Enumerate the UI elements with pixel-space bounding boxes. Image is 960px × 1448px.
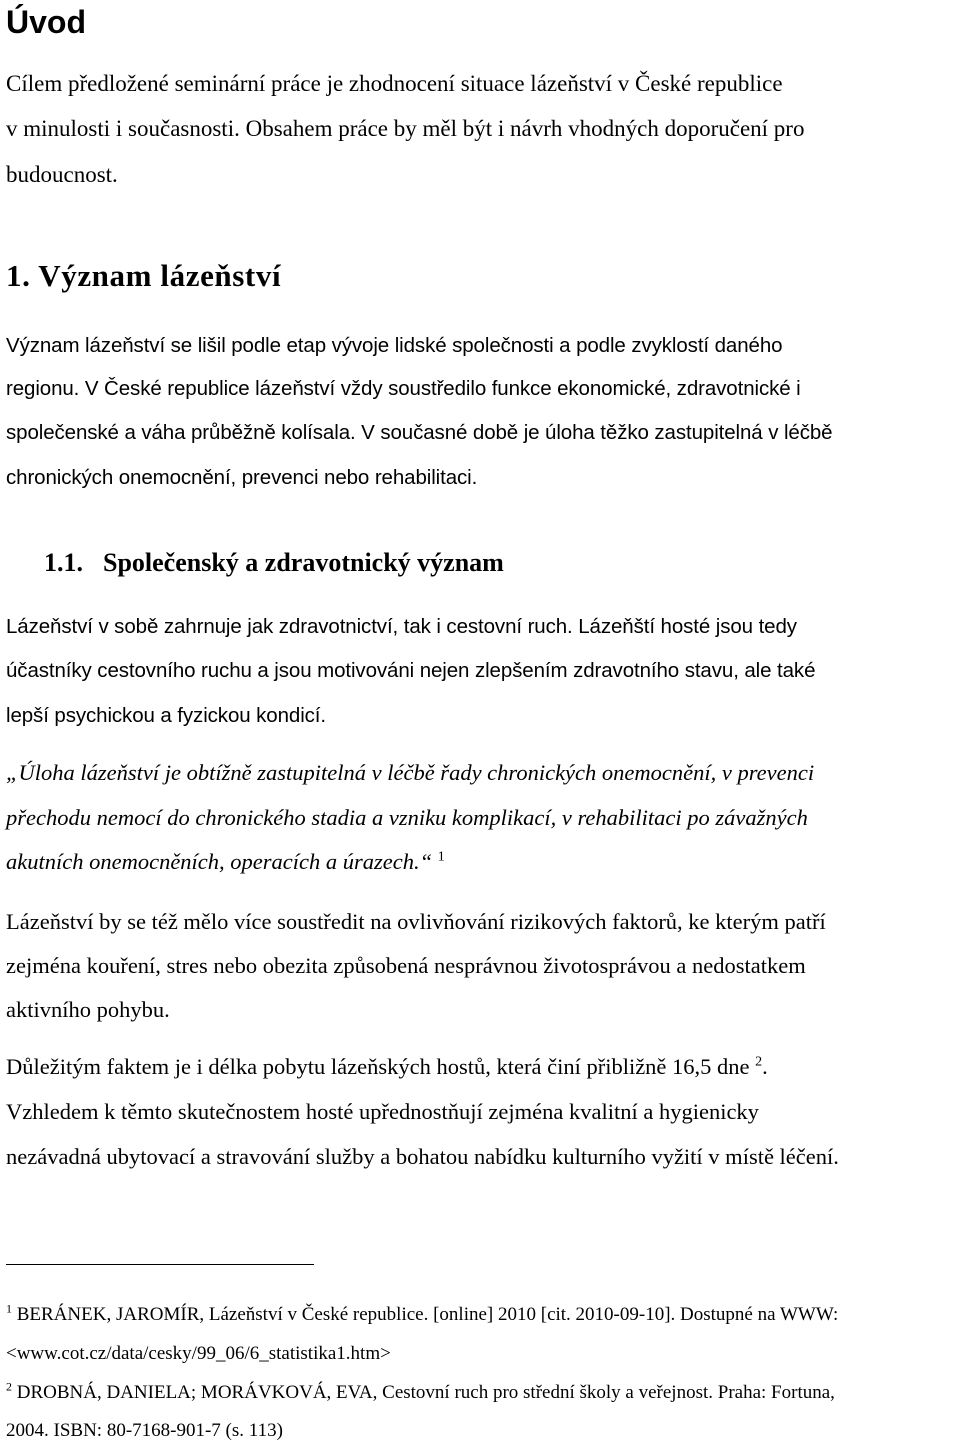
quote-text: akutních onemocněních, operacích a úrazech.“	[6, 849, 433, 874]
footnote-ref-2[interactable]: 2	[755, 1054, 763, 1070]
para2-line: zejména kouření, stres nebo obezita způsobená nesprávnou životosprávou a nedostatkem	[6, 953, 806, 978]
footnote-text: DROBNÁ, DANIELA; MORÁVKOVÁ, EVA, Cestovní ruch pro střední školy a veřejnost. Praha: Fortuna,	[16, 1382, 835, 1403]
para3-line: nezávadná ubytovací a stravování služby a bohatou nabídku kulturního vyžití v místě léčení.	[6, 1144, 839, 1169]
para2-line: aktivního pohybu.	[6, 997, 170, 1022]
heading-uvod: Úvod	[6, 4, 86, 40]
footnote-1	[6, 1301, 839, 1326]
quote-line: „Úloha lázeňství je obtížně zastupitelná v léčbě řady chronických onemocnění, v prevenci	[6, 760, 815, 785]
heading-section-1-1	[44, 548, 504, 578]
section-number: 1.1.	[44, 548, 83, 577]
quote-line	[6, 849, 445, 875]
footnote-mark: 2	[6, 1379, 12, 1394]
section-title: Společenský a zdravotnický význam	[103, 548, 504, 577]
para3-line	[6, 1054, 768, 1080]
intro-line: budoucnost.	[6, 162, 118, 187]
footnote-text: BERÁNEK, JAROMÍR, Lázeňství v České republice. [online] 2010 [cit. 2010-09-10]. Dostupné na WWW:	[16, 1304, 839, 1325]
intro-line: v minulosti i současnosti. Obsahem práce by měl být i návrh vhodných doporučení pro	[6, 116, 805, 141]
footnote-mark: 1	[6, 1301, 12, 1316]
para1-line: účastníky cestovního ruchu a jsou motivováni nejen zlepšením zdravotního stavu, ale také	[6, 659, 816, 682]
footnote-2	[6, 1379, 835, 1404]
para3-period: .	[762, 1054, 768, 1079]
section1-line: chronických onemocnění, prevenci nebo rehabilitaci.	[6, 466, 478, 489]
section1-line: společenské a váha průběžně kolísala. V současné době je úloha těžko zastupitelná v léčbě	[6, 421, 833, 444]
quote-line: přechodu nemocí do chronického stadia a vzniku komplikací, v rehabilitaci po závažných	[6, 805, 808, 830]
footnote-ref-1[interactable]: 1	[437, 849, 445, 865]
para2-line: Lázeňství by se též mělo více soustředit na ovlivňování rizikových faktorů, ke kterým patří	[6, 909, 826, 934]
para3-line: Vzhledem k těmto skutečnostem hosté upřednostňují zejména kvalitní a hygienicky	[6, 1099, 759, 1124]
heading-section-1: 1. Význam lázeňství	[6, 258, 282, 293]
section1-line: Význam lázeňství se lišil podle etap vývoje lidské společnosti a podle zvyklostí daného	[6, 334, 783, 357]
intro-line: Cílem předložené seminární práce je zhodnocení situace lázeňství v České republice	[6, 71, 783, 96]
footnote-2-line2: 2004. ISBN: 80-7168-901-7 (s. 113)	[6, 1420, 283, 1441]
footnote-1-url[interactable]: <www.cot.cz/data/cesky/99_06/6_statistika1.htm>	[6, 1343, 391, 1364]
para1-line: Lázeňství v sobě zahrnuje jak zdravotnictví, tak i cestovní ruch. Lázeňští hosté jsou tedy	[6, 615, 797, 638]
footnote-separator	[6, 1264, 314, 1265]
section1-line: regionu. V České republice lázeňství vždy soustředilo funkce ekonomické, zdravotnické i	[6, 377, 801, 400]
para3-text: Důležitým faktem je i délka pobytu lázeňských hostů, která činí přibližně 16,5 dne	[6, 1054, 750, 1079]
para1-line: lepší psychickou a fyzickou kondicí.	[6, 704, 326, 727]
